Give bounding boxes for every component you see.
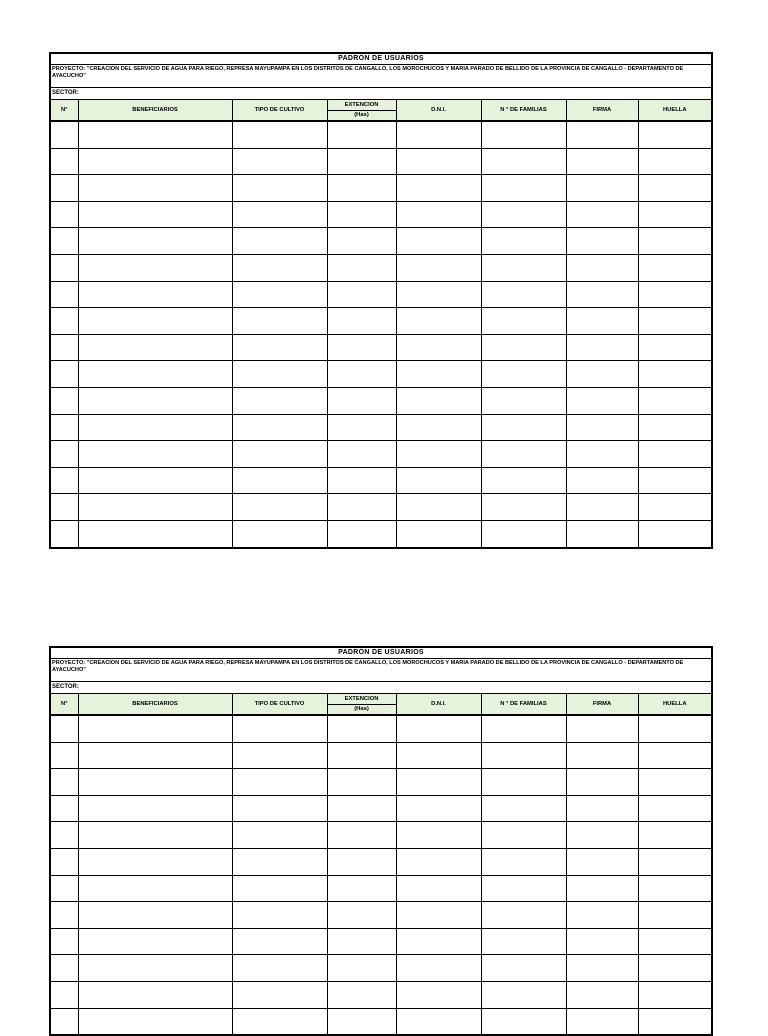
familias-cell[interactable]	[481, 467, 566, 494]
beneficiario-cell[interactable]	[78, 121, 232, 148]
dni-cell[interactable]	[396, 494, 481, 521]
project-description: PROYECTO: "CREACION DEL SERVICIO DE AGUA PARA RIEGO, REPRESA MAYUPAMPA EN LOS DISTRITOS DE CANGALLO, LOS MOROCHUCOS Y MARIA PARADO DE BELLIDO DE LA PROVINCIA DE CANGALLO - DEPARTAMENTO DE AYACUCHO"	[50, 659, 712, 682]
number-cell[interactable]	[50, 467, 78, 494]
column-header-familias: N ° DE FAMILIAS	[481, 100, 566, 122]
familias-cell[interactable]	[481, 715, 566, 742]
padron-table	[49, 52, 713, 549]
familias-cell[interactable]	[481, 875, 566, 902]
familias-cell[interactable]	[481, 520, 566, 547]
table-row	[50, 928, 712, 955]
firma-cell[interactable]	[566, 281, 638, 308]
huella-cell[interactable]	[638, 175, 712, 202]
tipo-cultivo-cell[interactable]	[232, 981, 327, 1008]
tipo-cultivo-cell[interactable]	[232, 228, 327, 255]
huella-cell[interactable]	[638, 441, 712, 468]
firma-cell[interactable]	[566, 254, 638, 281]
tipo-cultivo-cell[interactable]	[232, 822, 327, 849]
extension-cell[interactable]	[327, 981, 396, 1008]
table-row	[50, 742, 712, 769]
huella-cell[interactable]	[638, 201, 712, 228]
tipo-cultivo-cell[interactable]	[232, 494, 327, 521]
firma-cell[interactable]	[566, 414, 638, 441]
dni-cell[interactable]	[396, 795, 481, 822]
huella-cell[interactable]	[638, 148, 712, 175]
familias-cell[interactable]	[481, 1008, 566, 1035]
beneficiario-cell[interactable]	[78, 361, 232, 388]
huella-cell[interactable]	[638, 848, 712, 875]
familias-cell[interactable]	[481, 955, 566, 982]
huella-cell[interactable]	[638, 981, 712, 1008]
firma-cell[interactable]	[566, 228, 638, 255]
number-cell[interactable]	[50, 928, 78, 955]
huella-cell[interactable]	[638, 795, 712, 822]
beneficiario-cell[interactable]	[78, 769, 232, 796]
beneficiario-cell[interactable]	[78, 387, 232, 414]
extension-cell[interactable]	[327, 148, 396, 175]
number-cell[interactable]	[50, 308, 78, 335]
number-cell[interactable]	[50, 494, 78, 521]
familias-cell[interactable]	[481, 928, 566, 955]
number-cell[interactable]	[50, 848, 78, 875]
table-row	[50, 902, 712, 929]
dni-cell[interactable]	[396, 902, 481, 929]
extension-cell[interactable]	[327, 308, 396, 335]
familias-cell[interactable]	[481, 148, 566, 175]
column-header-familias: N ° DE FAMILIAS	[481, 694, 566, 716]
familias-cell[interactable]	[481, 281, 566, 308]
tipo-cultivo-cell[interactable]	[232, 361, 327, 388]
dni-cell[interactable]	[396, 928, 481, 955]
beneficiario-cell[interactable]	[78, 148, 232, 175]
tipo-cultivo-cell[interactable]	[232, 334, 327, 361]
dni-cell[interactable]	[396, 955, 481, 982]
extension-cell[interactable]	[327, 875, 396, 902]
table-row	[50, 281, 712, 308]
firma-cell[interactable]	[566, 795, 638, 822]
dni-cell[interactable]	[396, 361, 481, 388]
dni-cell[interactable]	[396, 414, 481, 441]
column-header-beneficiarios: BENEFICIARIOS	[78, 100, 232, 122]
column-header-number: N°	[50, 694, 78, 716]
number-cell[interactable]	[50, 822, 78, 849]
number-cell[interactable]	[50, 520, 78, 547]
familias-cell[interactable]	[481, 822, 566, 849]
beneficiario-cell[interactable]	[78, 822, 232, 849]
familias-cell[interactable]	[481, 228, 566, 255]
dni-cell[interactable]	[396, 742, 481, 769]
column-header-huella: HUELLA	[638, 694, 712, 716]
familias-cell[interactable]	[481, 361, 566, 388]
beneficiario-cell[interactable]	[78, 254, 232, 281]
extension-cell[interactable]	[327, 334, 396, 361]
huella-cell[interactable]	[638, 715, 712, 742]
firma-cell[interactable]	[566, 928, 638, 955]
familias-cell[interactable]	[481, 441, 566, 468]
extension-unit: (Has)	[354, 706, 369, 712]
extension-cell[interactable]	[327, 441, 396, 468]
table-row	[50, 228, 712, 255]
tipo-cultivo-cell[interactable]	[232, 955, 327, 982]
number-cell[interactable]	[50, 1008, 78, 1035]
number-cell[interactable]	[50, 414, 78, 441]
tipo-cultivo-cell[interactable]	[232, 715, 327, 742]
huella-cell[interactable]	[638, 822, 712, 849]
extension-label: EXTENCION	[328, 694, 396, 705]
tipo-cultivo-cell[interactable]	[232, 387, 327, 414]
number-cell[interactable]	[50, 875, 78, 902]
huella-cell[interactable]	[638, 520, 712, 547]
dni-cell[interactable]	[396, 201, 481, 228]
number-cell[interactable]	[50, 148, 78, 175]
firma-cell[interactable]	[566, 1008, 638, 1035]
extension-cell[interactable]	[327, 387, 396, 414]
firma-cell[interactable]	[566, 769, 638, 796]
beneficiario-cell[interactable]	[78, 1008, 232, 1035]
number-cell[interactable]	[50, 742, 78, 769]
tipo-cultivo-cell[interactable]	[232, 201, 327, 228]
column-header-extension	[327, 100, 396, 122]
table-row	[50, 387, 712, 414]
beneficiario-cell[interactable]	[78, 334, 232, 361]
extension-cell[interactable]	[327, 1008, 396, 1035]
dni-cell[interactable]	[396, 254, 481, 281]
beneficiario-cell[interactable]	[78, 848, 232, 875]
extension-cell[interactable]	[327, 742, 396, 769]
dni-cell[interactable]	[396, 467, 481, 494]
number-cell[interactable]	[50, 441, 78, 468]
familias-cell[interactable]	[481, 308, 566, 335]
huella-cell[interactable]	[638, 467, 712, 494]
table-row	[50, 308, 712, 335]
dni-cell[interactable]	[396, 121, 481, 148]
firma-cell[interactable]	[566, 520, 638, 547]
extension-cell[interactable]	[327, 955, 396, 982]
tipo-cultivo-cell[interactable]	[232, 769, 327, 796]
firma-cell[interactable]	[566, 467, 638, 494]
extension-cell[interactable]	[327, 467, 396, 494]
table-row	[50, 955, 712, 982]
tipo-cultivo-cell[interactable]	[232, 414, 327, 441]
dni-cell[interactable]	[396, 520, 481, 547]
dni-cell[interactable]	[396, 308, 481, 335]
familias-cell[interactable]	[481, 334, 566, 361]
column-header-firma: FIRMA	[566, 694, 638, 716]
familias-cell[interactable]	[481, 742, 566, 769]
column-header-dni: D.N.I.	[396, 694, 481, 716]
tipo-cultivo-cell[interactable]	[232, 148, 327, 175]
table-row	[50, 467, 712, 494]
beneficiario-cell[interactable]	[78, 955, 232, 982]
padron-form-1	[49, 52, 711, 549]
dni-cell[interactable]	[396, 822, 481, 849]
sector-label: SECTOR:	[50, 682, 712, 694]
dni-cell[interactable]	[396, 334, 481, 361]
number-cell[interactable]	[50, 795, 78, 822]
dni-cell[interactable]	[396, 769, 481, 796]
table-row	[50, 414, 712, 441]
beneficiario-cell[interactable]	[78, 875, 232, 902]
familias-cell[interactable]	[481, 175, 566, 202]
table-row	[50, 361, 712, 388]
familias-cell[interactable]	[481, 769, 566, 796]
table-row	[50, 1008, 712, 1035]
firma-cell[interactable]	[566, 981, 638, 1008]
firma-cell[interactable]	[566, 148, 638, 175]
table-row	[50, 175, 712, 202]
dni-cell[interactable]	[396, 228, 481, 255]
extension-cell[interactable]	[327, 121, 396, 148]
extension-cell[interactable]	[327, 822, 396, 849]
extension-cell[interactable]	[327, 520, 396, 547]
dni-cell[interactable]	[396, 387, 481, 414]
huella-cell[interactable]	[638, 494, 712, 521]
padron-table	[49, 646, 713, 1036]
table-row	[50, 875, 712, 902]
table-row	[50, 848, 712, 875]
beneficiario-cell[interactable]	[78, 308, 232, 335]
extension-cell[interactable]	[327, 769, 396, 796]
firma-cell[interactable]	[566, 742, 638, 769]
column-header-firma: FIRMA	[566, 100, 638, 122]
table-row	[50, 441, 712, 468]
tipo-cultivo-cell[interactable]	[232, 795, 327, 822]
huella-cell[interactable]	[638, 308, 712, 335]
beneficiario-cell[interactable]	[78, 742, 232, 769]
table-row	[50, 334, 712, 361]
dni-cell[interactable]	[396, 875, 481, 902]
column-header-extension	[327, 694, 396, 716]
number-cell[interactable]	[50, 121, 78, 148]
number-cell[interactable]	[50, 201, 78, 228]
extension-cell[interactable]	[327, 902, 396, 929]
huella-cell[interactable]	[638, 387, 712, 414]
huella-cell[interactable]	[638, 121, 712, 148]
number-cell[interactable]	[50, 361, 78, 388]
extension-cell[interactable]	[327, 848, 396, 875]
number-cell[interactable]	[50, 254, 78, 281]
table-row	[50, 494, 712, 521]
firma-cell[interactable]	[566, 822, 638, 849]
table-row	[50, 769, 712, 796]
huella-cell[interactable]	[638, 281, 712, 308]
extension-cell[interactable]	[327, 494, 396, 521]
familias-cell[interactable]	[481, 121, 566, 148]
tipo-cultivo-cell[interactable]	[232, 520, 327, 547]
beneficiario-cell[interactable]	[78, 928, 232, 955]
tipo-cultivo-cell[interactable]	[232, 928, 327, 955]
familias-cell[interactable]	[481, 902, 566, 929]
tipo-cultivo-cell[interactable]	[232, 875, 327, 902]
dni-cell[interactable]	[396, 715, 481, 742]
firma-cell[interactable]	[566, 494, 638, 521]
table-row	[50, 795, 712, 822]
familias-cell[interactable]	[481, 201, 566, 228]
sector-label: SECTOR:	[50, 88, 712, 100]
beneficiario-cell[interactable]	[78, 201, 232, 228]
column-header-dni: D.N.I.	[396, 100, 481, 122]
huella-cell[interactable]	[638, 902, 712, 929]
beneficiario-cell[interactable]	[78, 175, 232, 202]
table-row	[50, 715, 712, 742]
familias-cell[interactable]	[481, 981, 566, 1008]
huella-cell[interactable]	[638, 769, 712, 796]
familias-cell[interactable]	[481, 848, 566, 875]
extension-label: EXTENCION	[328, 100, 396, 111]
extension-cell[interactable]	[327, 254, 396, 281]
number-cell[interactable]	[50, 387, 78, 414]
table-row	[50, 822, 712, 849]
extension-unit: (Has)	[354, 112, 369, 118]
table-row	[50, 520, 712, 547]
huella-cell[interactable]	[638, 955, 712, 982]
tipo-cultivo-cell[interactable]	[232, 742, 327, 769]
extension-cell[interactable]	[327, 201, 396, 228]
firma-cell[interactable]	[566, 902, 638, 929]
firma-cell[interactable]	[566, 361, 638, 388]
number-cell[interactable]	[50, 981, 78, 1008]
extension-cell[interactable]	[327, 795, 396, 822]
extension-cell[interactable]	[327, 228, 396, 255]
firma-cell[interactable]	[566, 334, 638, 361]
beneficiario-cell[interactable]	[78, 494, 232, 521]
tipo-cultivo-cell[interactable]	[232, 121, 327, 148]
tipo-cultivo-cell[interactable]	[232, 441, 327, 468]
beneficiario-cell[interactable]	[78, 795, 232, 822]
column-header-tipo-cultivo: TIPO DE CULTIVO	[232, 694, 327, 716]
table-row	[50, 254, 712, 281]
beneficiario-cell[interactable]	[78, 902, 232, 929]
dni-cell[interactable]	[396, 441, 481, 468]
extension-cell[interactable]	[327, 175, 396, 202]
beneficiario-cell[interactable]	[78, 715, 232, 742]
extension-cell[interactable]	[327, 281, 396, 308]
beneficiario-cell[interactable]	[78, 441, 232, 468]
beneficiario-cell[interactable]	[78, 228, 232, 255]
column-header-beneficiarios: BENEFICIARIOS	[78, 694, 232, 716]
huella-cell[interactable]	[638, 1008, 712, 1035]
dni-cell[interactable]	[396, 981, 481, 1008]
tipo-cultivo-cell[interactable]	[232, 175, 327, 202]
firma-cell[interactable]	[566, 175, 638, 202]
number-cell[interactable]	[50, 769, 78, 796]
firma-cell[interactable]	[566, 308, 638, 335]
beneficiario-cell[interactable]	[78, 414, 232, 441]
beneficiario-cell[interactable]	[78, 981, 232, 1008]
tipo-cultivo-cell[interactable]	[232, 308, 327, 335]
form-title: PADRÓN DE USUARIOS	[50, 647, 712, 659]
extension-cell[interactable]	[327, 928, 396, 955]
firma-cell[interactable]	[566, 441, 638, 468]
huella-cell[interactable]	[638, 228, 712, 255]
huella-cell[interactable]	[638, 361, 712, 388]
form-title: PADRÓN DE USUARIOS	[50, 53, 712, 65]
firma-cell[interactable]	[566, 715, 638, 742]
firma-cell[interactable]	[566, 121, 638, 148]
firma-cell[interactable]	[566, 875, 638, 902]
beneficiario-cell[interactable]	[78, 520, 232, 547]
table-row	[50, 201, 712, 228]
number-cell[interactable]	[50, 715, 78, 742]
firma-cell[interactable]	[566, 201, 638, 228]
dni-cell[interactable]	[396, 1008, 481, 1035]
table-row	[50, 148, 712, 175]
beneficiario-cell[interactable]	[78, 467, 232, 494]
firma-cell[interactable]	[566, 955, 638, 982]
tipo-cultivo-cell[interactable]	[232, 467, 327, 494]
number-cell[interactable]	[50, 334, 78, 361]
table-row	[50, 981, 712, 1008]
tipo-cultivo-cell[interactable]	[232, 1008, 327, 1035]
project-description: PROYECTO: "CREACION DEL SERVICIO DE AGUA PARA RIEGO, REPRESA MAYUPAMPA EN LOS DISTRITOS DE CANGALLO, LOS MOROCHUCOS Y MARIA PARADO DE BELLIDO DE LA PROVINCIA DE CANGALLO - DEPARTAMENTO DE AYACUCHO"	[50, 65, 712, 88]
familias-cell[interactable]	[481, 494, 566, 521]
dni-cell[interactable]	[396, 175, 481, 202]
number-cell[interactable]	[50, 955, 78, 982]
familias-cell[interactable]	[481, 254, 566, 281]
number-cell[interactable]	[50, 281, 78, 308]
column-header-tipo-cultivo: TIPO DE CULTIVO	[232, 100, 327, 122]
tipo-cultivo-cell[interactable]	[232, 281, 327, 308]
number-cell[interactable]	[50, 902, 78, 929]
beneficiario-cell[interactable]	[78, 281, 232, 308]
extension-cell[interactable]	[327, 361, 396, 388]
dni-cell[interactable]	[396, 281, 481, 308]
table-row	[50, 121, 712, 148]
number-cell[interactable]	[50, 228, 78, 255]
huella-cell[interactable]	[638, 928, 712, 955]
padron-form-2	[49, 646, 711, 1036]
dni-cell[interactable]	[396, 848, 481, 875]
number-cell[interactable]	[50, 175, 78, 202]
column-header-huella: HUELLA	[638, 100, 712, 122]
familias-cell[interactable]	[481, 795, 566, 822]
huella-cell[interactable]	[638, 254, 712, 281]
familias-cell[interactable]	[481, 387, 566, 414]
dni-cell[interactable]	[396, 148, 481, 175]
column-header-number: N°	[50, 100, 78, 122]
huella-cell[interactable]	[638, 334, 712, 361]
extension-cell[interactable]	[327, 715, 396, 742]
huella-cell[interactable]	[638, 742, 712, 769]
firma-cell[interactable]	[566, 387, 638, 414]
tipo-cultivo-cell[interactable]	[232, 902, 327, 929]
huella-cell[interactable]	[638, 875, 712, 902]
firma-cell[interactable]	[566, 848, 638, 875]
tipo-cultivo-cell[interactable]	[232, 254, 327, 281]
tipo-cultivo-cell[interactable]	[232, 848, 327, 875]
extension-cell[interactable]	[327, 414, 396, 441]
familias-cell[interactable]	[481, 414, 566, 441]
huella-cell[interactable]	[638, 414, 712, 441]
